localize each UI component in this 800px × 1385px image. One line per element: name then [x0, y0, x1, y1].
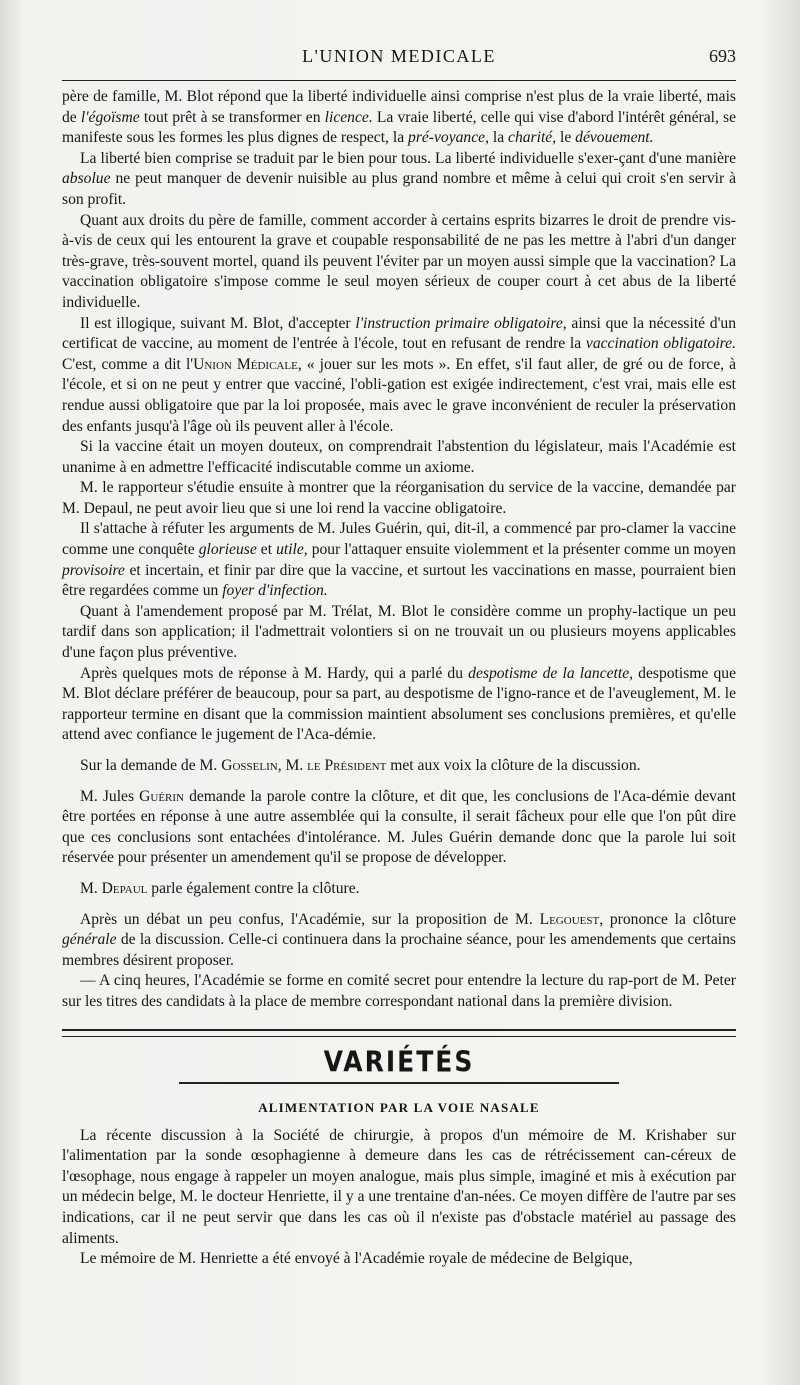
- text-run: parle également contre la clôture.: [147, 879, 360, 897]
- section-double-rule: [62, 1029, 736, 1037]
- text-run: La vraie liberté, celle qui vise d'abord l'intérêt général, se manifeste sous les formes les plus dignes de respect, la: [62, 108, 736, 147]
- text-run: , M.: [277, 757, 308, 774]
- italic-text: dévouement.: [575, 129, 654, 147]
- small-caps-name: le Président: [307, 757, 387, 774]
- header-rule: [62, 80, 736, 81]
- italic-text: vaccination obligatoire.: [585, 335, 736, 353]
- small-caps-name: Union Médicale: [193, 355, 298, 373]
- small-caps-name: Depaul: [101, 879, 148, 897]
- text-run: Le mémoire de M. Henriette a été envoyé à l'Académie royale de médecine de Belgique,: [80, 1250, 633, 1268]
- text-run: M.: [80, 879, 102, 897]
- text-run: Si la vaccine était un moyen douteux, on comprendrait l'abstention du législateur, mais l'Académie est unanime à en admettre l'efficacité indiscutable comme un axiome.: [62, 438, 736, 476]
- text-run: — A cinq heures, l'Académie se forme en comité secret pour entendre la lecture du rap-port de M. Peter sur les titres des candidats à la place de membre correspondant national dans la première division.: [62, 972, 736, 1010]
- small-caps-name: Guérin: [139, 787, 184, 805]
- text-run: tout prêt à se transformer en: [139, 108, 325, 126]
- text-run: Quant à l'amendement proposé par M. Trélat, M. Blot le considère comme un prophy-lactique un peu tardif dans son application; il l'admettrait volontiers si on ne trouvait un ou plusieurs moyens applicables d'une façon plus préventive.: [62, 602, 736, 662]
- italic-text: foyer d'infection.: [222, 582, 328, 600]
- paragraph: [62, 519, 736, 601]
- paragraph: [62, 211, 736, 314]
- text-run: , « jouer sur les mots ». En effet, s'il faut aller, de gré ou de force, à l'école, et si on ne peut y entrer que vacciné, l'obli-gation est exigée indirectement, c'est vrai, mais elle est rendue aussi obligatoire que par la loi proposée, mais avec le grave inconvénient de reculer la préservation des enfants jusqu'à l'âge où ils peuvent aller à l'école.: [62, 355, 736, 435]
- running-title: L'UNION MEDICALE: [302, 46, 496, 66]
- text-run: La liberté bien comprise se traduit par le bien pour tous. La liberté individuelle s'exer-çant d'une manière: [80, 149, 736, 167]
- text-run: Après un débat un peu confus, l'Académie, sur la proposition de M.: [80, 910, 540, 928]
- text-run: Il est illogique, suivant M. Blot, d'accepter: [80, 314, 356, 332]
- paragraph: [62, 602, 736, 664]
- text-run: et incertain, et finir par dire que la vaccine, et surtout les vaccinations en masse, pourraient bien être regardées comme un: [62, 561, 736, 600]
- text-run: La récente discussion à la Société de chirurgie, à propos d'un mémoire de M. Krishaber sur l'alimentation par la sonde œsophagienne à demeure dans les cas de rétrécissement can-céreux de l'œsophage, nous engage à rappeler un moyen analogue, mais plus simple, imaginé et mis à exécution par un médecin belge, M. le docteur Henriette, il y a une trentaine d'an-nées. Ce moyen diffère de l'autre par ses indications, car il ne peut servir que dans les cas où il n'existe pas d'obstacle matériel au passage des aliments.: [62, 1126, 736, 1247]
- italic-text: despotisme de la lancette,: [468, 664, 634, 682]
- paragraph: [62, 149, 736, 211]
- text-run: C'est, comme a dit l': [62, 355, 194, 373]
- paragraph: [62, 1249, 736, 1270]
- text-run: Après quelques mots de réponse à M. Hardy, qui a parlé du: [80, 664, 469, 682]
- paragraph: [62, 1126, 736, 1250]
- italic-text: charité: [508, 129, 553, 147]
- text-run: , la: [485, 129, 509, 147]
- section-title: VARIÉTÉS: [323, 1044, 475, 1078]
- small-caps-name: Legouest: [539, 910, 600, 928]
- text-run: Quant aux droits du père de famille, comment accorder à certains esprits bizarres le droit de prendre vis-à-vis de ceux qui les entourent la grave et coupable responsabilité de ne pas les mettre à l'abri d'un danger très-grave, très-souvent mortel, quand ils peuvent l'éviter par un moyen aussi simple que la vaccination? La vaccination obligatoire s'impose comme le seul moyen sérieux de couper court à cet abus de la liberté individuelle.: [62, 211, 736, 311]
- italic-text: générale: [62, 931, 117, 949]
- main-text: [62, 87, 736, 1013]
- paragraph: [62, 664, 736, 746]
- paragraph: [62, 971, 736, 1012]
- italic-text: absolue: [62, 170, 111, 188]
- italic-text: utile,: [276, 541, 308, 559]
- text-run: ne peut manquer de devenir nuisible au plus grand nombre et même à celui qui croit s'en servir à son profit.: [62, 170, 736, 208]
- text-run: met aux voix la clôture de la discussion.: [386, 757, 641, 774]
- page-number: 693: [709, 46, 736, 66]
- text-run: de la discussion. Celle-ci continuera dans la prochaine séance, pour les amendements que certains membres désirent proposer.: [62, 931, 736, 969]
- paragraph: [62, 87, 736, 149]
- section-title-rule: [179, 1082, 619, 1084]
- paragraph: [62, 314, 736, 438]
- paragraph: [62, 787, 736, 869]
- running-header: [62, 46, 736, 80]
- text-run: M. le rapporteur s'étudie ensuite à montrer que la réorganisation du service de la vaccine, demandée par M. Depaul, ne peut avoir lieu que si une loi rend la vaccine obligatoire.: [62, 479, 736, 517]
- paragraph: [62, 910, 736, 972]
- italic-text: glorieuse: [198, 541, 257, 559]
- text-run: demande la parole contre la clôture, et dit que, les conclusions de l'Aca-démie devant être portées en réponse à une autre assemblée qui la consulte, il serait fâcheux pour elle que l'on pût dire que ces conclusions sont entachées d'intolérance. M. Jules Guérin demande donc que la parole lui soit réservée pour présenter un amendement qu'il se propose de développer.: [62, 787, 736, 867]
- text-run: despotisme que M. Blot déclare préférer de beaucoup, pour sa part, au despotisme de l'igno-rance et de l'aveuglement, M. le rapporteur termine en disant que la commission maintient absolument ses conclusions premières, et qu'elle attend avec confiance le jugement de l'Aca-démie.: [62, 664, 737, 744]
- text-run: , prononce la clôture: [599, 910, 736, 928]
- paragraph: [62, 437, 736, 478]
- text-run: M. Jules: [80, 787, 140, 805]
- paragraph: [62, 478, 736, 519]
- text-run: Il s'attache à réfuter les arguments de M. Jules Guérin, qui, dit-il, a commencé par pro-clamer la vaccine comme une conquête: [62, 520, 736, 559]
- text-run: pour l'attaquer ensuite violemment et la présenter comme un moyen: [307, 541, 736, 559]
- italic-text: provisoire: [62, 561, 125, 579]
- italic-text: licence.: [324, 108, 373, 126]
- small-caps-name: Gosselin: [221, 757, 278, 774]
- italic-text: pré-voyance: [408, 129, 486, 147]
- text-run: , le: [552, 129, 576, 147]
- text-run: père de famille, M. Blot répond que la liberté individuelle ainsi comprise n'est plus de la vraie liberté, mais de: [62, 88, 736, 126]
- italic-text: l'instruction primaire obligatoire: [355, 314, 563, 332]
- text-run: et: [256, 541, 277, 559]
- paragraph: [62, 756, 736, 777]
- italic-text: l'égoïsme: [80, 108, 140, 126]
- section-subheading: ALIMENTATION PAR LA VOIE NASALE: [258, 1099, 540, 1115]
- text-run: Sur la demande de M.: [80, 757, 222, 774]
- section-text: [62, 1126, 736, 1270]
- text-run: , ainsi que la nécessité d'un certificat de vaccine, au moment de l'entrée à l'école, tout en refusant de rendre la: [62, 314, 736, 353]
- paragraph: [62, 879, 736, 900]
